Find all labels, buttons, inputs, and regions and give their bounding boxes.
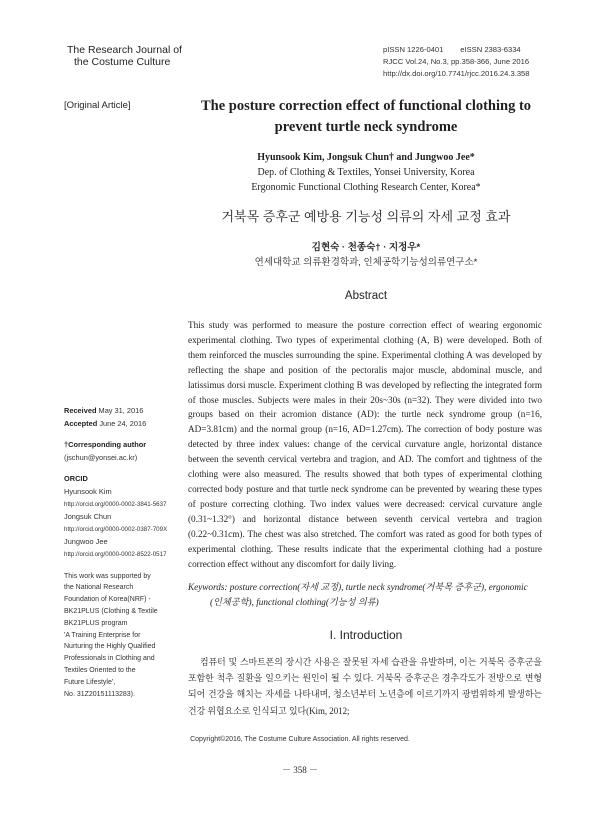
funding-line: Future Lifestyle', [64, 678, 116, 686]
journal-name [67, 44, 182, 68]
abstract-heading: Abstract [344, 290, 388, 302]
funding-line: 'A Training Enterprise for [64, 631, 141, 639]
corresponding-author-email[interactable]: (jschun@yonsei.ac.kr) [64, 452, 138, 462]
keywords-label: Keywords: [188, 582, 228, 592]
orcid-2-link[interactable]: http://orcid.org/0000-0002-0387-709X [64, 525, 168, 533]
journal-name-line2: the Costume Culture [74, 56, 171, 68]
doi-link[interactable]: http://dx.doi.org/10.7741/rjcc.2016.24.3.358 [383, 69, 530, 78]
orcid-1-name: Hyunsook Kim [64, 486, 112, 496]
funding-line: Textiles Oriented to the [64, 666, 136, 674]
received-line [64, 405, 184, 418]
introduction-heading: I. Introduction [329, 628, 403, 642]
abstract-text: This study was performed to measure the posture correction effect of wearing ergonomic experimental clothing. Two types of experimental clothing (A, B) were developed. Both of them reinforced the muscles surrounding the spine. Experimental clothing A was developed by reflecting the shape and position of the pectoralis major muscle, abdominal muscle, and latissimus dorsi muscle. Experiment clothing B was developed by reflecting the integrated form of those muscles. Subjects were males in their 20s~30s (n=32). They were divided into two groups based on their acromion distance (AD): the turtle neck syndrome group (n=16, AD=3.81cm) and the normal group (n=16, AD=1.27cm). The correction of body posture was detected by three index values: change of the cervical curvature angle, horizontal distance between the seventh cervical vertebra and tragion, and AD. The comfort and tightness of the clothing were also measured. The results showed that both types of experimental clothing corrected body posture and that turtle neck syndrome can be prevented by wearing these types of posture correcting clothing. Two index values were decreased: cervical curvature angle (0.31~1.32°) and horizontal distance between seventh cervical vertebra and tragion (0.22~0.31cm). The chest was also stretched. The comfort was rated as good for both types of experimental clothing. These results indicate that the experimental clothing had a posture correction effect without any discomfort for daily living. [188, 320, 542, 569]
orcid-3-name: Jungwoo Jee [64, 537, 108, 547]
copyright-notice: Copyright©2016, The Costume Culture Association. All rights reserved. [190, 736, 410, 743]
funding-line: This work was supported by [64, 572, 151, 580]
citation: RJCC Vol.24, No.3, pp.358-366, June 2016 [383, 57, 530, 66]
accepted-line [64, 418, 184, 431]
sidebar-metadata [64, 405, 184, 700]
funding-line: BK21PLUS (Clothing & Textile [64, 607, 158, 615]
korean-author-names: 김현숙 · 천종숙† · 지정우* [311, 242, 421, 253]
publication-info [383, 44, 530, 80]
title-line2: prevent turtle neck syndrome [274, 119, 458, 135]
received-date: May 31, 2016 [98, 406, 144, 415]
funding-line: Professionals in Clothing and [64, 655, 155, 663]
orcid-2-name: Jongsuk Chun [64, 512, 112, 522]
authors-block [190, 150, 542, 195]
funding-line: the National Research [64, 584, 134, 592]
affiliation-2: Ergonomic Functional Clothing Research Center, Korea* [251, 182, 481, 193]
pissn: pISSN 1226-0401 [383, 45, 444, 54]
affiliation-1: Dep. of Clothing & Textiles, Yonsei University, Korea [257, 167, 475, 178]
introduction-text: 컴퓨터 및 스마트폰의 장시간 사용은 잘못된 자세 습관을 유발하며, 이는 거북목 증후군을 포함한 척추 질환을 일으키는 원인이 될 수 있다. 거북목 증후군은 경추각도가 전방으로 변형되어 건강을 해치는 자세를 나타내며, 청소년부터 노년층에 이르기까지 광범위하게 발생하는 건강 위협요소로 인식되고 있다(Kim, 2012; [188, 657, 542, 716]
eissn: eISSN 2383-6334 [460, 45, 521, 54]
keywords-line1 [188, 580, 542, 595]
keywords [188, 580, 542, 609]
keywords-text-2: (인체공학), functional clothing(기능성 의류) [210, 596, 379, 607]
issn-line [383, 44, 530, 56]
korean-authors-block [190, 240, 542, 270]
journal-name-line1: The Research Journal of [67, 44, 182, 56]
funding-line: Foundation of Korea(NRF) - [64, 596, 151, 604]
funding-line: BK21PLUS program [64, 619, 128, 627]
orcid-label: ORCID [64, 474, 88, 484]
korean-affiliation: 연세대학교 의류환경학과, 인체공학기능성의류연구소* [254, 257, 478, 268]
article-title [190, 96, 542, 138]
received-label: Received [64, 406, 97, 415]
page-number: － 358 － [281, 765, 318, 775]
title-line1: The posture correction effect of functional clothing to [200, 98, 532, 114]
korean-title: 거북목 증후군 예방용 기능성 의류의 자세 교정 효과 [221, 209, 511, 224]
funding-line: No. 31Z20151113283). [64, 690, 135, 698]
orcid-3-link[interactable]: http://orcid.org/0000-0002-8522-0517 [64, 550, 167, 558]
introduction-body [188, 654, 542, 719]
author-names: Hyunsook Kim, Jongsuk Chun† and Jungwoo Jee* [257, 152, 475, 163]
keywords-text-1: posture correction(자세 교정), turtle neck syndrome(거북목 증후군), ergonomic [229, 582, 528, 592]
abstract-body [188, 318, 542, 571]
accepted-date: June 24, 2016 [99, 418, 147, 428]
accepted-label: Accepted [64, 418, 98, 428]
orcid-1-link[interactable]: http://orcid.org/0000-0002-3841-5637 [64, 500, 167, 508]
article-type: [Original Article] [64, 100, 131, 111]
funding-note [64, 571, 184, 701]
corresponding-author-label: †Corresponding author [64, 440, 147, 450]
funding-line: Nurturing the Highly Qualified [64, 643, 156, 651]
